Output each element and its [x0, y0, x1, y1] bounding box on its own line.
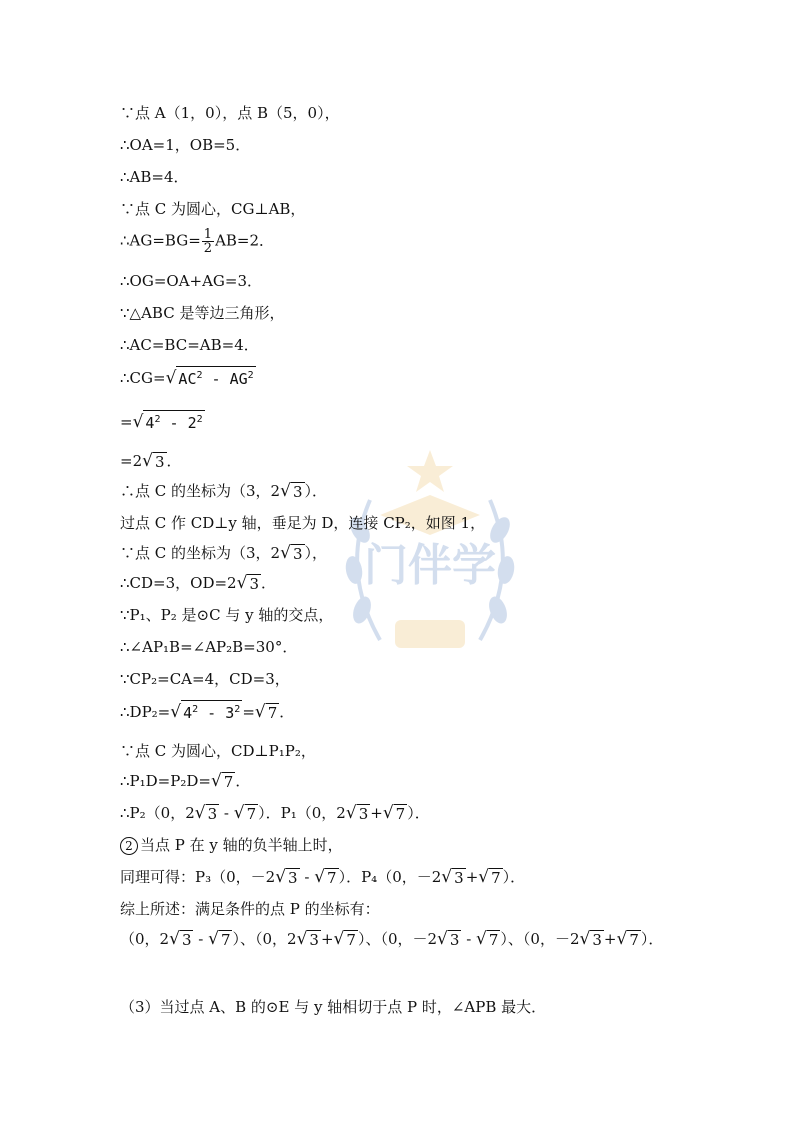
radicand: 3	[249, 575, 259, 593]
radical-sign-icon: √	[194, 803, 206, 823]
radical-sign-icon: √	[275, 867, 287, 887]
watermark-logo-icon	[330, 440, 530, 680]
radicand: 3	[449, 931, 460, 949]
square-root	[580, 929, 604, 949]
square-root	[208, 929, 232, 949]
solution-line	[120, 700, 294, 723]
radicand: 3	[288, 869, 298, 887]
radical-sign-icon: √	[333, 929, 345, 949]
square-root	[280, 543, 304, 563]
radicand: 3	[181, 931, 192, 949]
square-root	[166, 366, 256, 388]
solution-line	[120, 542, 327, 564]
radicand: 3	[454, 869, 464, 887]
text-segment: （0，2	[120, 930, 170, 948]
radical-sign-icon: √	[170, 702, 182, 722]
text-segment: ．	[235, 772, 251, 790]
radicand: 3	[292, 545, 303, 563]
square-root	[195, 803, 219, 823]
radicand: 3	[309, 931, 319, 949]
solution-line: ∵点 C 为圆心，CD⊥P₁P₂，	[120, 742, 316, 760]
solution-line: ∵点 A（1，0），点 B（5，0），	[120, 104, 340, 122]
text-segment: ）．	[304, 482, 328, 500]
radicand: 7	[223, 773, 234, 791]
circled-number: 2	[120, 837, 138, 855]
radicand: 7	[629, 931, 639, 949]
radicand-term: - 2	[160, 414, 197, 432]
solution-line	[120, 834, 343, 856]
text-segment: ）．	[407, 804, 430, 822]
fraction-denominator: 2	[203, 241, 213, 256]
text-segment: ）．P₁（0，2	[258, 804, 346, 822]
text-segment: ），	[304, 544, 328, 562]
radicand	[181, 700, 242, 722]
radicand: 3	[292, 483, 303, 501]
radical-sign-icon: √	[280, 543, 291, 563]
solution-line: ∴OG=OA+AG=3．	[120, 272, 263, 290]
square-root	[237, 573, 261, 593]
square-root	[478, 867, 502, 887]
radicand: 7	[491, 869, 501, 887]
radicand: 3	[154, 453, 165, 471]
exponent: 2	[154, 414, 161, 425]
text-segment: +	[370, 804, 383, 822]
radicand: 7	[488, 931, 499, 949]
square-root	[142, 451, 166, 471]
square-root	[334, 929, 358, 949]
text-segment: ∵点 C 的坐标为（3，2	[120, 544, 281, 562]
radicand: 3	[207, 805, 218, 823]
square-root	[314, 867, 338, 887]
text-segment: ．	[261, 574, 277, 592]
text-segment: +	[603, 930, 617, 948]
radical-sign-icon: √	[132, 412, 144, 432]
square-root	[437, 929, 461, 949]
radical-sign-icon: √	[314, 867, 326, 887]
solution-line	[120, 802, 430, 824]
square-root	[275, 867, 299, 887]
square-root	[297, 929, 321, 949]
radicand: 7	[346, 931, 356, 949]
radical-sign-icon: √	[441, 867, 453, 887]
radical-sign-icon: √	[280, 481, 291, 501]
solution-line: ∵△ABC 是等边三角形，	[120, 304, 285, 322]
fraction-numerator: 1	[203, 227, 213, 242]
radicand-term: AC	[178, 370, 197, 388]
text-segment: ）、（0，－2	[500, 930, 580, 948]
radicand-term: - 3	[198, 704, 235, 722]
radical-sign-icon: √	[382, 803, 394, 823]
text-segment: 当点 P 在 y 轴的负半轴上时，	[140, 836, 343, 854]
text-segment: ∴P₁D=P₂D=	[120, 772, 211, 790]
square-root	[133, 410, 205, 432]
radicand-term: 4	[183, 704, 193, 722]
text-segment: -	[461, 930, 477, 948]
text-segment: ∴点 C 的坐标为（3，2	[120, 482, 281, 500]
radicand: 3	[592, 931, 602, 949]
radicand: 7	[246, 805, 257, 823]
radical-sign-icon: √	[233, 803, 245, 823]
text-segment: +	[465, 868, 479, 886]
text-segment: -	[193, 930, 209, 948]
square-root	[170, 700, 242, 722]
radicand	[176, 366, 255, 388]
solution-line	[120, 928, 663, 950]
square-root	[280, 481, 304, 501]
text-segment: +	[320, 930, 334, 948]
radical-sign-icon: √	[476, 929, 487, 949]
radicand: 7	[327, 869, 337, 887]
radicand-term: 4	[145, 414, 155, 432]
radical-sign-icon: √	[345, 803, 357, 823]
text-segment: AB=2．	[215, 231, 275, 250]
solution-line	[120, 410, 205, 433]
square-root	[441, 867, 465, 887]
exponent: 2	[196, 370, 203, 381]
solution-line: ∴OA=1，OB=5．	[120, 136, 251, 154]
text-segment: =2	[120, 452, 143, 470]
text-segment: ∴P₂（0，2	[120, 804, 195, 822]
solution-line	[120, 366, 256, 389]
radicand: 7	[220, 931, 231, 949]
radical-sign-icon: √	[165, 368, 177, 388]
text-segment: -	[219, 804, 234, 822]
square-root	[616, 929, 640, 949]
radicand	[143, 410, 204, 432]
solution-line	[120, 572, 276, 594]
radical-sign-icon: √	[296, 929, 308, 949]
text-segment: ）、（0，2	[232, 930, 297, 948]
radical-sign-icon: √	[208, 929, 219, 949]
solution-line: ∴AC=BC=AB=4．	[120, 336, 259, 354]
text-segment: ）．	[502, 868, 526, 886]
text-segment: ．	[166, 452, 182, 470]
square-root	[346, 803, 370, 823]
square-root	[476, 929, 500, 949]
radicand-term: - AG	[202, 370, 248, 388]
solution-line: （3）当过点 A、B 的⊙E 与 y 轴相切于点 P 时，∠APB 最大．	[120, 998, 547, 1016]
radical-sign-icon: √	[169, 929, 180, 949]
solution-line: ∴∠AP₁B=∠AP₂B=30°．	[120, 638, 298, 656]
exponent: 2	[196, 414, 203, 425]
watermark-text: 门伴学	[364, 540, 496, 591]
solution-line	[120, 866, 525, 888]
solution-line	[120, 770, 250, 792]
radical-sign-icon: √	[478, 867, 490, 887]
solution-line: 综上所述：满足条件的点 P 的坐标有：	[120, 900, 380, 918]
square-root	[234, 803, 258, 823]
square-root	[211, 771, 235, 791]
fraction	[202, 228, 214, 255]
radical-sign-icon: √	[616, 929, 628, 949]
solution-line: ∵P₁、P₂ 是⊙C 与 y 轴的交点，	[120, 606, 334, 624]
radical-sign-icon: √	[142, 451, 153, 471]
radicand: 7	[395, 805, 406, 823]
text-segment: ∴CD=3，OD=2	[120, 574, 237, 592]
text-segment: ．	[279, 703, 295, 721]
radicand: 7	[267, 704, 278, 722]
text-segment: =	[242, 703, 255, 721]
radical-sign-icon: √	[236, 573, 248, 593]
radical-sign-icon: √	[579, 929, 591, 949]
radical-sign-icon: √	[437, 929, 448, 949]
radical-sign-icon: √	[210, 771, 222, 791]
exponent: 2	[234, 704, 241, 715]
text-segment: ）．	[640, 930, 664, 948]
text-segment: 同理可得：P₃（0，－2	[120, 868, 276, 886]
text-segment: =	[120, 413, 133, 431]
solution-line	[120, 480, 327, 502]
square-root	[255, 702, 279, 722]
text-segment: ∴DP₂=	[120, 703, 171, 721]
solution-line	[120, 228, 274, 255]
text-segment: ∴CG=	[120, 369, 166, 387]
text-segment: ）．P₄（0，－2	[338, 868, 442, 886]
text-segment: -	[299, 868, 315, 886]
square-root	[169, 929, 193, 949]
solution-line: ∵CP₂=CA=4，CD=3，	[120, 670, 290, 688]
square-root	[383, 803, 407, 823]
solution-line	[120, 450, 182, 472]
solution-line: 过点 C 作 CD⊥y 轴，垂足为 D，连接 CP₂，如图 1，	[120, 514, 486, 532]
radicand: 3	[358, 805, 369, 823]
exponent: 2	[247, 370, 254, 381]
text-segment: ）、（0，－2	[357, 930, 438, 948]
text-segment: ∴AG=BG=	[120, 231, 201, 250]
solution-line: ∵点 C 为圆心，CG⊥AB，	[120, 200, 306, 218]
exponent: 2	[192, 704, 199, 715]
solution-line: ∴AB=4．	[120, 168, 189, 186]
radical-sign-icon: √	[254, 702, 266, 722]
